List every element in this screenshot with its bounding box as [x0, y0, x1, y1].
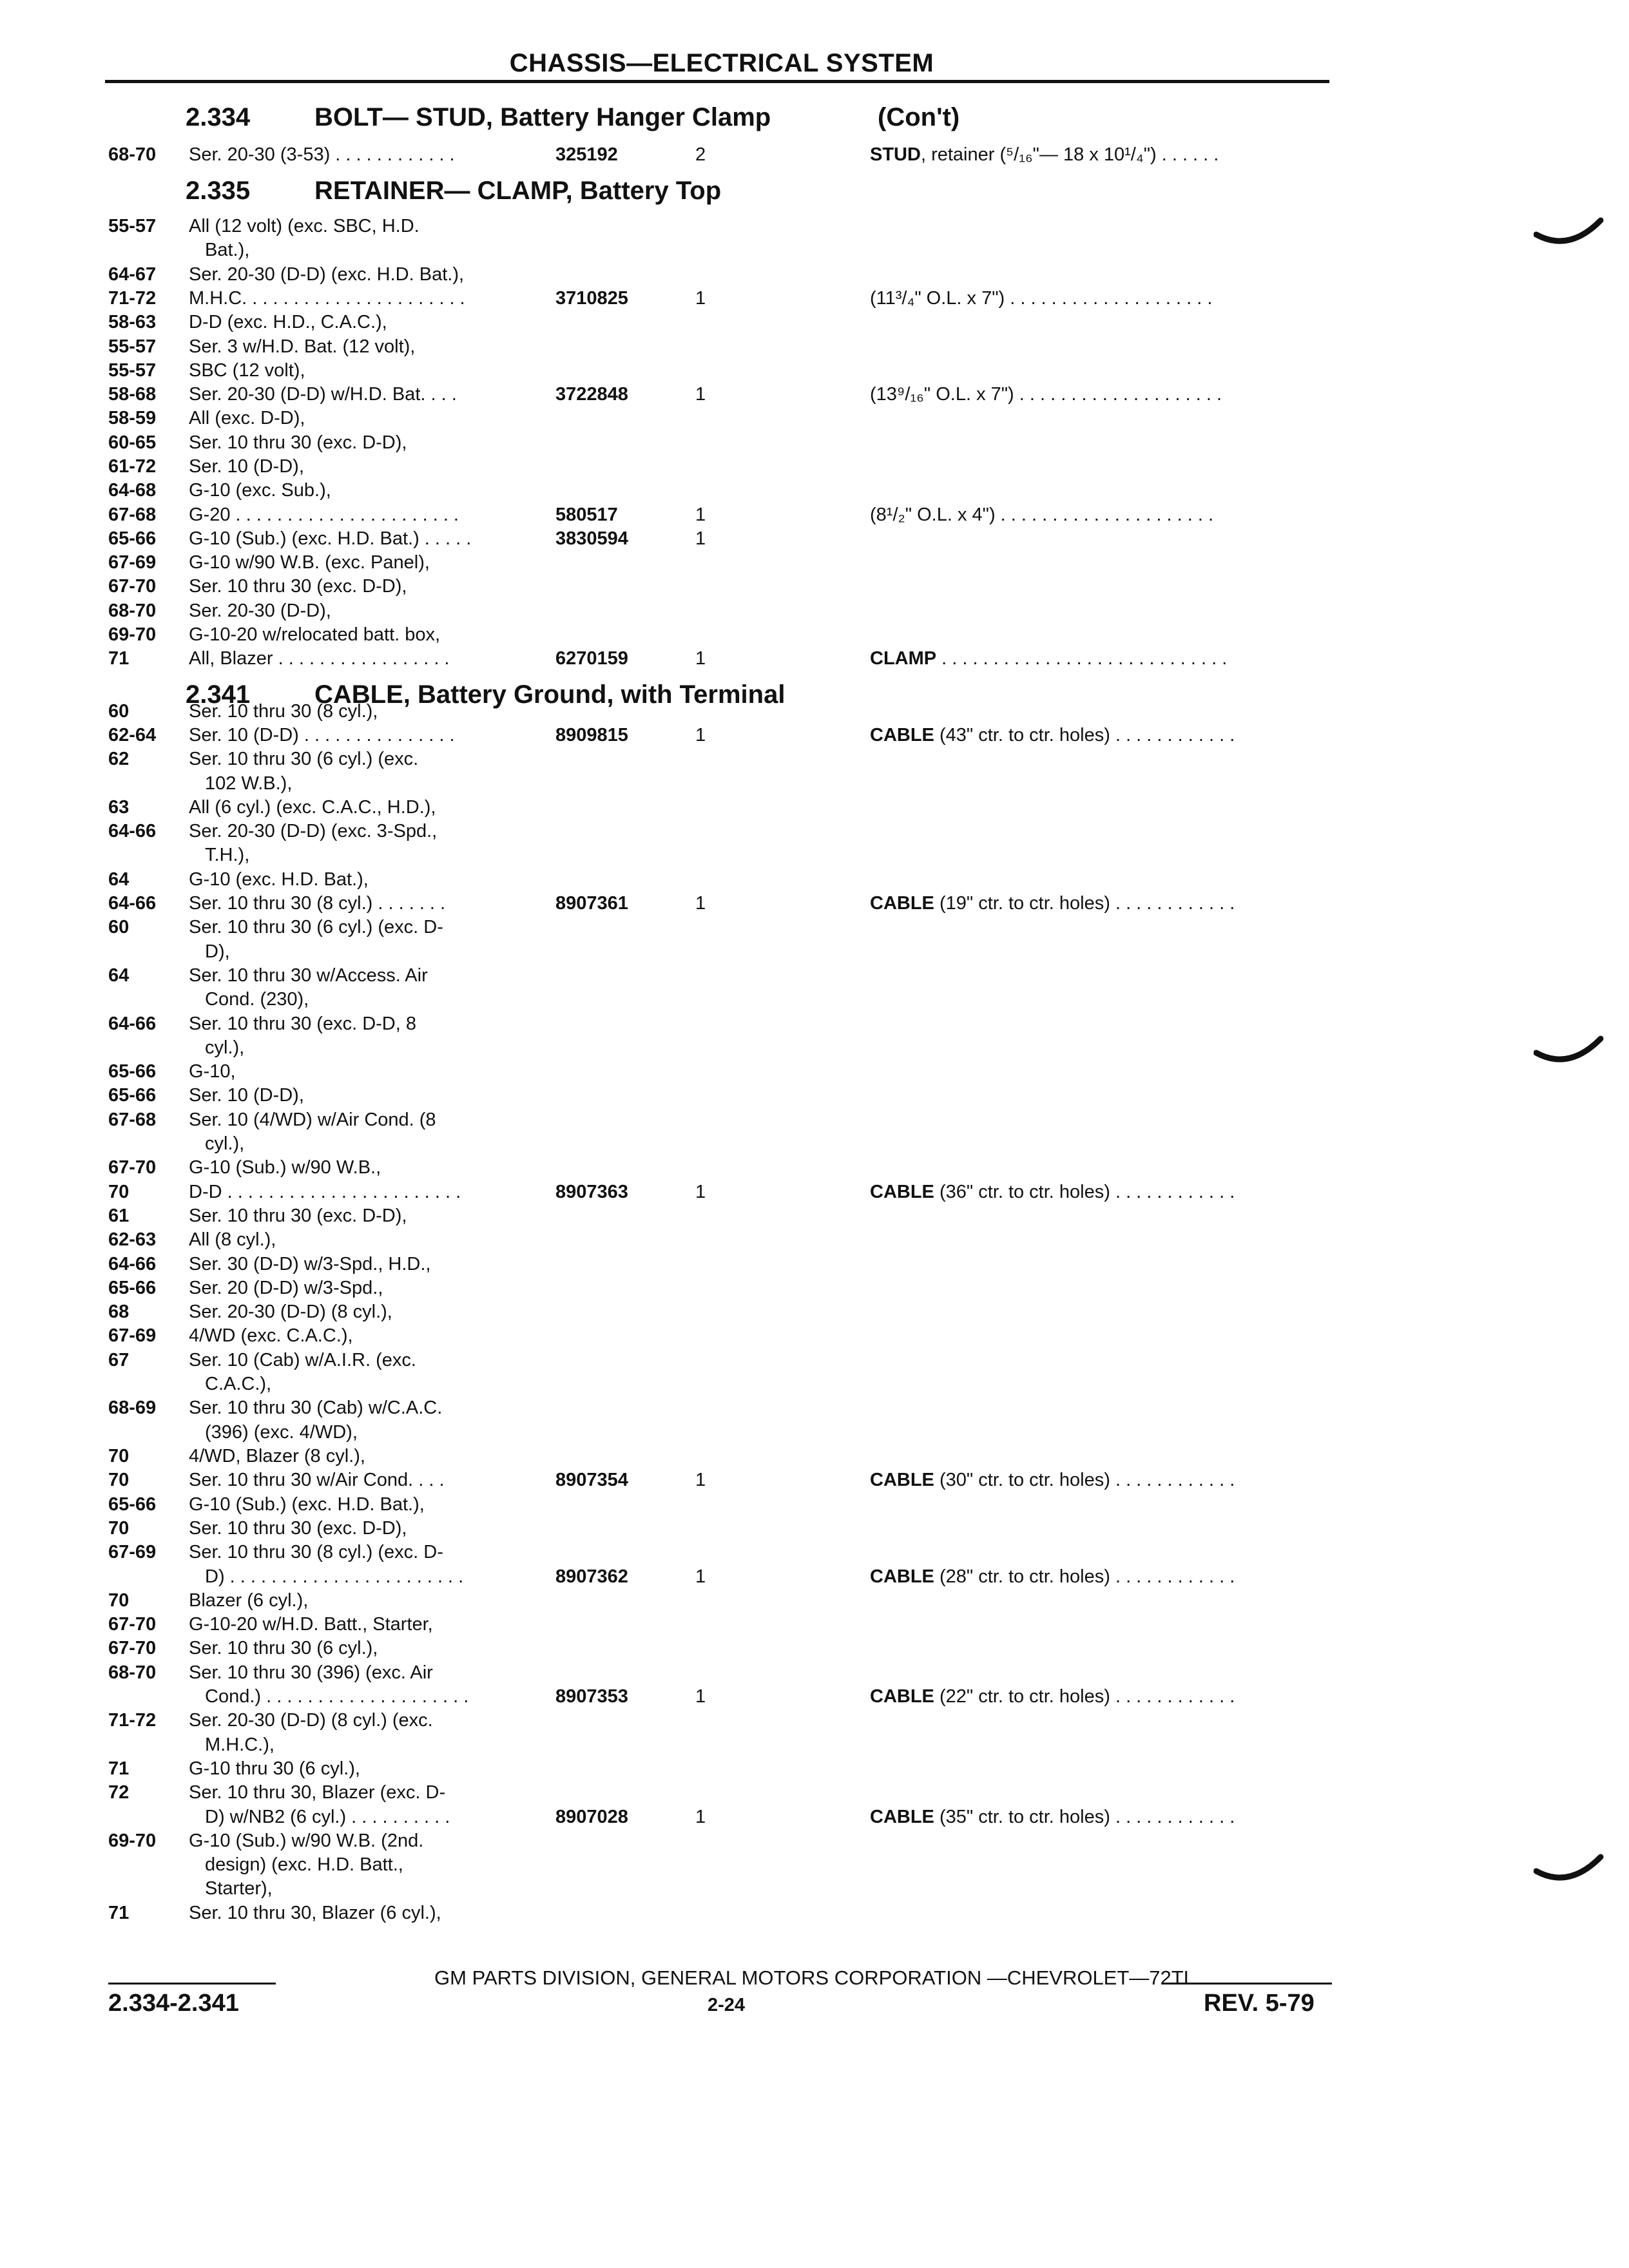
model-years: 71-72: [108, 1710, 157, 1731]
application-text: Ser. 10 thru 30 (exc. D-D),: [189, 1206, 407, 1226]
model-years: 70: [108, 1590, 130, 1611]
part-description: [870, 1807, 1235, 1828]
model-years: 64-66: [108, 1014, 157, 1034]
application-text: Ser. 10 (D-D),: [189, 456, 304, 477]
model-years: 70: [108, 1518, 130, 1539]
part-name: CABLE: [870, 1470, 934, 1490]
model-years: 58-68: [108, 384, 157, 405]
part-description: [870, 384, 1222, 405]
application-text: All (6 cyl.) (exc. C.A.C., H.D.),: [189, 797, 436, 818]
application-text: D),: [205, 941, 230, 962]
application-text: Ser. 10 thru 30, Blazer (exc. D-: [189, 1782, 446, 1803]
application-text: cyl.),: [205, 1133, 245, 1154]
application-text: D-D . . . . . . . . . . . . . . . . . . . . . . .: [189, 1182, 461, 1202]
application-text: Ser. 20-30 (D-D) (exc. H.D. Bat.),: [189, 264, 465, 285]
application-text: G-10 (Sub.) (exc. H.D. Bat.),: [189, 1494, 425, 1515]
application-text: Ser. 10 thru 30 (exc. D-D),: [189, 1518, 407, 1539]
part-number: 325192: [555, 144, 618, 165]
model-years: 67-69: [108, 1325, 157, 1346]
model-years: 67-69: [108, 1542, 157, 1562]
model-years: 60: [108, 701, 130, 722]
model-years: 61-72: [108, 456, 157, 477]
application-text: Ser. 10 (D-D),: [189, 1085, 304, 1106]
model-years: 68-70: [108, 601, 157, 621]
model-years: 65-66: [108, 1278, 157, 1298]
part-detail: (8¹/₂" O.L. x 4") . . . . . . . . . . . . . . . . . . . . .: [870, 505, 1214, 525]
application-text: Ser. 20-30 (D-D) (8 cyl.) (exc.: [189, 1710, 433, 1731]
model-years: 68: [108, 1302, 130, 1322]
application-text: G-10 thru 30 (6 cyl.),: [189, 1758, 360, 1779]
model-years: 67-70: [108, 1614, 157, 1635]
quantity: 2: [695, 144, 706, 165]
application-text: Ser. 10 thru 30 (6 cyl.),: [189, 1638, 378, 1658]
section-title: BOLT— STUD, Battery Hanger Clamp: [314, 103, 771, 131]
quantity: 1: [695, 1686, 706, 1707]
application-text: G-10-20 w/relocated batt. box,: [189, 624, 441, 645]
application-text: D) . . . . . . . . . . . . . . . . . . . . . . .: [205, 1566, 464, 1587]
application-text: G-10 w/90 W.B. (exc. Panel),: [189, 552, 430, 573]
application-text: Ser. 10 thru 30 (8 cyl.) (exc. D-: [189, 1542, 443, 1562]
application-text: M.H.C.),: [205, 1735, 275, 1755]
application-text: (396) (exc. 4/WD),: [205, 1422, 358, 1443]
model-years: 65-66: [108, 1085, 157, 1106]
model-years: 62: [108, 749, 130, 769]
application-text: Ser. 10 thru 30 (396) (exc. Air: [189, 1662, 433, 1683]
section-heading-2335: [186, 177, 721, 206]
part-detail: (19" ctr. to ctr. holes) . . . . . . . . . . . .: [934, 893, 1235, 914]
model-years: 65-66: [108, 528, 157, 549]
part-detail: (22" ctr. to ctr. holes) . . . . . . . . . . . .: [934, 1686, 1235, 1707]
model-years: 71-72: [108, 288, 157, 309]
application-text: Ser. 10 thru 30 (exc. D-D),: [189, 576, 407, 597]
quantity: 1: [695, 288, 706, 309]
part-detail: (28" ctr. to ctr. holes) . . . . . . . . . . . .: [934, 1566, 1235, 1587]
application-text: Ser. 3 w/H.D. Bat. (12 volt),: [189, 336, 416, 357]
part-number: 8907363: [555, 1182, 628, 1202]
model-years: 71: [108, 648, 130, 669]
application-text: 4/WD (exc. C.A.C.),: [189, 1325, 353, 1346]
application-text: Cond.) . . . . . . . . . . . . . . . . . . . .: [205, 1686, 469, 1707]
model-years: 71: [108, 1758, 130, 1779]
application-text: Cond. (230),: [205, 989, 309, 1010]
section-number: 2.341: [186, 680, 251, 709]
binder-hole-mark-bottom: [1534, 1849, 1605, 1888]
application-text: Ser. 20-30 (D-D) (8 cyl.),: [189, 1302, 392, 1322]
application-text: All (8 cyl.),: [189, 1229, 276, 1250]
application-text: G-10-20 w/H.D. Batt., Starter,: [189, 1614, 433, 1635]
model-years: 64: [108, 869, 130, 890]
model-years: 64-66: [108, 893, 157, 914]
part-number: 3710825: [555, 288, 628, 309]
part-name: CABLE: [870, 1566, 934, 1587]
application-text: Ser. 10 thru 30 w/Air Cond. . . .: [189, 1470, 445, 1490]
model-years: 60: [108, 917, 130, 937]
application-text: D) w/NB2 (6 cyl.) . . . . . . . . . .: [205, 1807, 450, 1827]
part-description: [870, 893, 1235, 914]
application-text: Ser. 10 thru 30 (6 cyl.) (exc.: [189, 749, 419, 769]
quantity: 1: [695, 1566, 706, 1587]
part-number: 3722848: [555, 384, 628, 405]
part-detail: (30" ctr. to ctr. holes) . . . . . . . . . . . .: [934, 1470, 1235, 1490]
application-text: Ser. 10 thru 30 (exc. D-D, 8: [189, 1014, 416, 1034]
quantity: 1: [695, 1470, 706, 1490]
section-heading-2334: [186, 103, 960, 132]
application-text: Ser. 20-30 (D-D) (exc. 3-Spd.,: [189, 821, 438, 841]
model-years: 67-70: [108, 576, 157, 597]
application-text: Ser. 10 thru 30 (8 cyl.) . . . . . . .: [189, 893, 446, 914]
footer-revision: REV. 5-79: [1204, 1990, 1315, 2017]
part-number: 580517: [555, 505, 618, 525]
part-detail: (13⁹/₁₆" O.L. x 7") . . . . . . . . . . . . . . . . . . . .: [870, 384, 1222, 405]
quantity: 1: [695, 505, 706, 525]
model-years: 61: [108, 1206, 130, 1226]
part-name: CABLE: [870, 1182, 934, 1202]
part-number: 8909815: [555, 725, 628, 745]
part-description: [870, 1470, 1235, 1491]
quantity: 1: [695, 893, 706, 914]
application-text: G-10,: [189, 1061, 236, 1082]
model-years: 64-67: [108, 264, 157, 285]
model-years: 65-66: [108, 1494, 157, 1515]
footer-publisher: GM PARTS DIVISION, GENERAL MOTORS CORPORATION —CHEVROLET—72TL: [434, 1966, 1195, 1989]
model-years: 60-65: [108, 432, 157, 453]
application-text: Ser. 20-30 (D-D),: [189, 601, 331, 621]
application-text: G-10 (exc. Sub.),: [189, 480, 331, 501]
part-name: CABLE: [870, 893, 934, 914]
application-text: Ser. 10 thru 30 (6 cyl.) (exc. D-: [189, 917, 443, 937]
part-number: 6270159: [555, 648, 628, 669]
part-description: [870, 144, 1219, 166]
model-years: 64-66: [108, 1254, 157, 1274]
application-text: All, Blazer . . . . . . . . . . . . . . . . .: [189, 648, 450, 669]
model-years: 69-70: [108, 624, 157, 645]
application-text: C.A.C.),: [205, 1374, 272, 1394]
model-years: 71: [108, 1903, 130, 1923]
application-text: 102 W.B.),: [205, 773, 293, 794]
application-text: Ser. 10 thru 30, Blazer (6 cyl.),: [189, 1903, 441, 1923]
section-title: RETAINER— CLAMP, Battery Top: [314, 177, 722, 205]
model-years: 64: [108, 965, 130, 986]
model-years: 68-70: [108, 144, 157, 165]
model-years: 62-64: [108, 725, 157, 745]
model-years: 67-69: [108, 552, 157, 573]
section-number: 2.335: [186, 177, 251, 205]
application-text: Ser. 20-30 (D-D) w/H.D. Bat. . . .: [189, 384, 457, 405]
part-name: CABLE: [870, 1686, 934, 1707]
part-name: CABLE: [870, 1807, 934, 1827]
application-text: design) (exc. H.D. Batt.,: [205, 1854, 403, 1875]
application-text: Ser. 10 (4/WD) w/Air Cond. (8: [189, 1110, 436, 1130]
application-text: All (12 volt) (exc. SBC, H.D.: [189, 216, 419, 236]
model-years: 68-69: [108, 1398, 157, 1418]
part-description: [870, 648, 1227, 669]
part-name: STUD: [870, 144, 921, 165]
application-text: Ser. 10 (Cab) w/A.I.R. (exc.: [189, 1350, 416, 1370]
application-text: G-10 (exc. H.D. Bat.),: [189, 869, 369, 890]
application-text: Blazer (6 cyl.),: [189, 1590, 309, 1611]
footer-section-range: 2.334-2.341: [108, 1990, 239, 2017]
header-rule: [105, 80, 1329, 83]
binder-hole-mark-middle: [1534, 1031, 1605, 1070]
model-years: 55-57: [108, 336, 157, 357]
part-description: [870, 1686, 1235, 1707]
application-text: cyl.),: [205, 1037, 245, 1058]
application-text: 4/WD, Blazer (8 cyl.),: [189, 1446, 365, 1466]
application-text: SBC (12 volt),: [189, 360, 305, 381]
part-description: [870, 725, 1235, 746]
model-years: 55-57: [108, 216, 157, 236]
application-text: G-10 (Sub.) w/90 W.B. (2nd.: [189, 1831, 424, 1851]
part-name: CABLE: [870, 725, 934, 745]
model-years: 70: [108, 1446, 130, 1466]
part-number: 8907028: [555, 1807, 628, 1827]
part-description: [870, 1566, 1235, 1588]
quantity: 1: [695, 648, 706, 669]
page-title: CHASSIS—ELECTRICAL SYSTEM: [509, 49, 934, 77]
model-years: 67-70: [108, 1157, 157, 1178]
model-years: 67-68: [108, 505, 157, 525]
application-text: Ser. 10 thru 30 (8 cyl.),: [189, 701, 378, 722]
part-number: 8907361: [555, 893, 628, 914]
application-text: Bat.),: [205, 240, 250, 260]
application-text: G-10 (Sub.) w/90 W.B.,: [189, 1157, 381, 1178]
model-years: 67-68: [108, 1110, 157, 1130]
quantity: 1: [695, 528, 706, 549]
model-years: 67-70: [108, 1638, 157, 1658]
part-detail: (43" ctr. to ctr. holes) . . . . . . . . . . . .: [934, 725, 1235, 745]
application-text: Ser. 10 thru 30 w/Access. Air: [189, 965, 428, 986]
model-years: 72: [108, 1782, 130, 1803]
part-number: 3830594: [555, 528, 628, 549]
part-number: 8907353: [555, 1686, 628, 1707]
model-years: 69-70: [108, 1831, 157, 1851]
section-number: 2.334: [186, 103, 251, 131]
part-detail: , retainer (⁵/₁₆"— 18 x 10¹/₄") . . . . . .: [920, 144, 1219, 165]
model-years: 68-70: [108, 1662, 157, 1683]
model-years: 70: [108, 1182, 130, 1202]
model-years: 58-59: [108, 408, 157, 428]
model-years: 55-57: [108, 360, 157, 381]
application-text: G-10 (Sub.) (exc. H.D. Bat.) . . . . .: [189, 528, 472, 549]
model-years: 58-63: [108, 312, 157, 332]
application-text: D-D (exc. H.D., C.A.C.),: [189, 312, 387, 332]
model-years: 64-68: [108, 480, 157, 501]
model-years: 65-66: [108, 1061, 157, 1082]
footer-page-number: 2-24: [708, 1995, 746, 2015]
model-years: 70: [108, 1470, 130, 1490]
model-years: 62-63: [108, 1229, 157, 1250]
binder-hole-mark-top: [1534, 213, 1605, 251]
part-number: 8907362: [555, 1566, 628, 1587]
application-text: Starter),: [205, 1878, 273, 1899]
quantity: 1: [695, 384, 706, 405]
model-years: 64-66: [108, 821, 157, 841]
part-detail: (36" ctr. to ctr. holes) . . . . . . . . . . . .: [934, 1182, 1235, 1202]
section-title: CABLE, Battery Ground, with Terminal: [314, 680, 786, 709]
application-text: Ser. 20 (D-D) w/3-Spd.,: [189, 1278, 383, 1298]
part-description: [870, 505, 1213, 526]
quantity: 1: [695, 1182, 706, 1202]
application-text: Ser. 10 thru 30 (exc. D-D),: [189, 432, 407, 453]
application-text: Ser. 20-30 (3-53) . . . . . . . . . . . .: [189, 144, 455, 165]
model-years: 67: [108, 1350, 130, 1370]
part-detail: . . . . . . . . . . . . . . . . . . . . . . . . . . . .: [936, 648, 1228, 669]
application-text: All (exc. D-D),: [189, 408, 305, 428]
part-number: 8907354: [555, 1470, 628, 1490]
application-text: Ser. 10 (D-D) . . . . . . . . . . . . . . .: [189, 725, 455, 745]
quantity: 1: [695, 1807, 706, 1827]
quantity: 1: [695, 725, 706, 745]
model-years: 63: [108, 797, 130, 818]
part-name: CLAMP: [870, 648, 937, 669]
application-text: Ser. 30 (D-D) w/3-Spd., H.D.,: [189, 1254, 431, 1274]
part-detail: (35" ctr. to ctr. holes) . . . . . . . . . . . .: [934, 1807, 1235, 1827]
section-continued: (Con't): [878, 103, 960, 131]
application-text: T.H.),: [205, 845, 250, 865]
part-description: [870, 288, 1212, 309]
part-description: [870, 1182, 1235, 1203]
application-text: M.H.C. . . . . . . . . . . . . . . . . . . . . .: [189, 288, 465, 309]
application-text: G-20 . . . . . . . . . . . . . . . . . . . . . .: [189, 505, 459, 525]
part-detail: (11³/₄" O.L. x 7") . . . . . . . . . . . . . . . . . . . .: [870, 288, 1213, 309]
application-text: Ser. 10 thru 30 (Cab) w/C.A.C.: [189, 1398, 443, 1418]
